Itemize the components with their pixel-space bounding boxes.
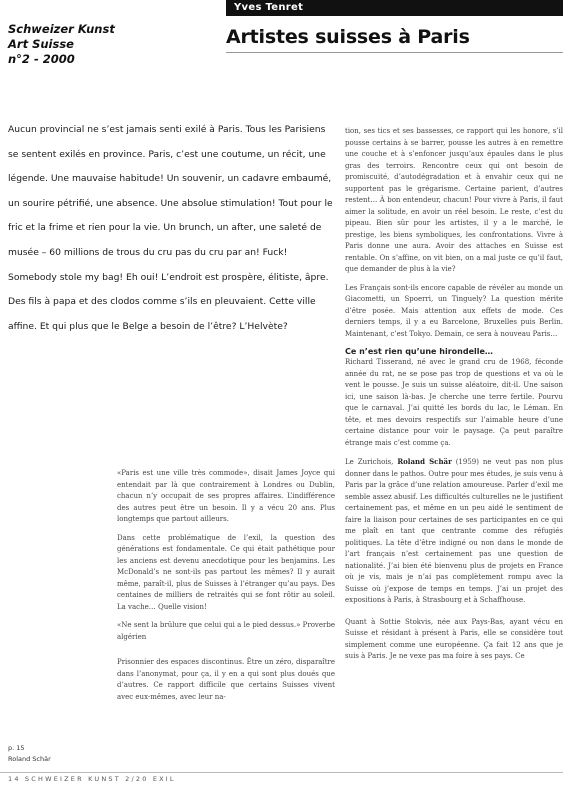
body-paragraph: Les Français sont-ils encore capable de révéler au monde un Giacometti, un Spoerri, un Tinguely? La question mérite d’être posée. Mais attention aux effets de mode. Ces derniers temps, il y a eu Barcelone, Bruxelles puis Berlin. Maintenant, c’est Tokyo. Demain, ce sera à nouveau Paris… xyxy=(345,283,563,338)
right-column xyxy=(345,126,563,670)
publication-name-de: Schweizer Kunst xyxy=(8,22,115,36)
footer-divider xyxy=(0,772,563,773)
image-caption xyxy=(8,743,51,765)
article-title: Artistes suisses à Paris xyxy=(226,26,470,48)
middle-column xyxy=(117,468,335,710)
body-paragraph xyxy=(345,456,563,607)
caption-page-ref: p. 15 xyxy=(8,744,25,752)
body-paragraph: «Paris est une ville très commode», disait James Joyce qui entendait par là que contrairement à Londres ou Dublin, chacun n’y occupait de ses propres affaires. L’indifférence des autres peut être un besoin. Il y a vécu 20 ans. Plus longtemps que partout ailleurs. xyxy=(117,469,335,523)
proverb-quote: «Ne sent la brûlure que celui qui a le pied dessus.» Proverbe algérien xyxy=(117,621,335,641)
caption-name: Roland Schär xyxy=(8,755,51,763)
publication-block xyxy=(8,22,115,67)
body-paragraph: tion, ses tics et ses bassesses, ce rapport qui les honore, s’il pousse certains à se barrer, pousse les autres à en remettre une couche et à s’enfoncer jusqu’aux épaules dans le plus gras des terroirs. Rencontre ceux qui ont besoin de promiscuité, d’autodégradation et à envahir ceux qui ne supportent pas le grégarisme. Certaine parient, d’autres restent… À bon entendeur, chacun! Pour vivre à Paris, il faut aimer la solitude, en avoir un réel besoin. Le reste, c’est du pipeau. Bien sûr pour les artistes, il y a le marché, le prestige, les biens symboliques, les confrontations. Vivre à Paris donne une aura. Avoir des attaches en Suisse est rentable. On s’affine, on vit bien, on a mal juste ce qu’il faut, que demander de plus à la vie? xyxy=(345,127,563,273)
body-paragraph: Richard Tisserand, né avec le grand cru de 1968, féconde année du rat, ne se pose pas trop de questions et va où le vent le pousse. Je suis un suisse aléatoire, dit-il. Une saison ici, une saison là-bas. Je cherche une terre fertile. Pourvu que le carnaval. J’ai quitté les bords du lac, le Léman. En tête, et mes devoirs respectifs sur l’aimable heure d’une certaine distance pour voir le paysage. Ça peut paraître étrange mais c’est comme ça. xyxy=(345,358,563,447)
body-paragraph: Dans cette problématique de l’exil, la question des générations est fondamentale. Ce qui était pathétique pour les anciens est devenu anecdotique pour les benjamins. Les McDonald’s ne sont-ils pas partout les mêmes? Il y aurait même, paraît-il, plus de Suisses à l’étranger qu’au pays. Des centaines de milliers de retraités qui se font rôtir au soleil. La vache… Quelle vision! xyxy=(117,533,335,611)
body-paragraph: Prisonnier des espaces discontinus. Être un zéro, disparaître dans l’anonymat, pour ça, il y en a qui sont plus doués que d’autres. Ce rapport difficile que certains Suisses vivent avec eux-mêmes, avec leur na- xyxy=(117,658,335,701)
author-bar xyxy=(226,0,563,16)
artist-name: Roland Schär xyxy=(397,457,452,466)
publication-name-fr: Art Suisse xyxy=(8,37,74,51)
author-name: Yves Tenret xyxy=(234,2,304,13)
body-text: (1959) ne veut pas non plus donner dans le pathos. Outre pour mes études, je suis venu à Paris par la grâce d’une relation amoureuse. Parler d’exil me semble assez abusif. Les difficultés culturelles ne le justifient certainement pas, et même en un peu aidé le sentiment de faire la liaison pour certaines de ses participantes en ce qui me plaît en tant que centrante comme des réfugiés politiques. La tête d’être indigné ou non dans le monde de l’art français n’est certainement pas une question de nationalité. J’ai bien été bienvenu plus de projets en France où je vis, mais je n’ai pas complètement rompu avec la Suisse où j’expose de temps en temps. J’ai un projet des expositions à Paris, à Strasbourg et à Schaffhouse. xyxy=(345,458,563,604)
body-paragraph: Quant à Sottie Stokvis, née aux Pays-Bas, ayant vécu en Suisse et résidant à présent à Paris, elle se considère tout simplement comme une européenne. Ça fait 12 ans que je suis à Paris. Je ne vexe pas ma foire à ses pays. Ce xyxy=(345,617,563,660)
section-heading: Ce n’est rien qu’une hirondelle… xyxy=(345,347,493,356)
publication-issue: n°2 - 2000 xyxy=(8,52,75,66)
body-text: Le Zurichois, xyxy=(345,458,398,466)
intro-paragraph: Aucun provincial ne s’est jamais senti exilé à Paris. Tous les Parisiens se sentent exilés en province. Paris, c’est une coutume, un récit, une légende. Une mauvaise habitude! Un souvenir, un cadavre embaumé, un sourire pétrifié, une absence. Une absolue stimulation! Tout pour le fric et la frime et rien pour la vie. Un brunch, un after, une saleté de musée – 60 millions de trous du cru pas du cru par an! Fuck! Somebody stole my bag! Eh oui! L’endroit est prospère, élitiste, âpre. Des fils à papa et des clodos comme s’ils en pleuvaient. Cette ville affine. Et qui plus que le Belge a besoin de l’être? L’Helvète? xyxy=(8,124,333,332)
page-footer: 14 SCHWEIZER KUNST 2/20 EXIL xyxy=(8,775,176,783)
title-divider xyxy=(226,52,563,53)
